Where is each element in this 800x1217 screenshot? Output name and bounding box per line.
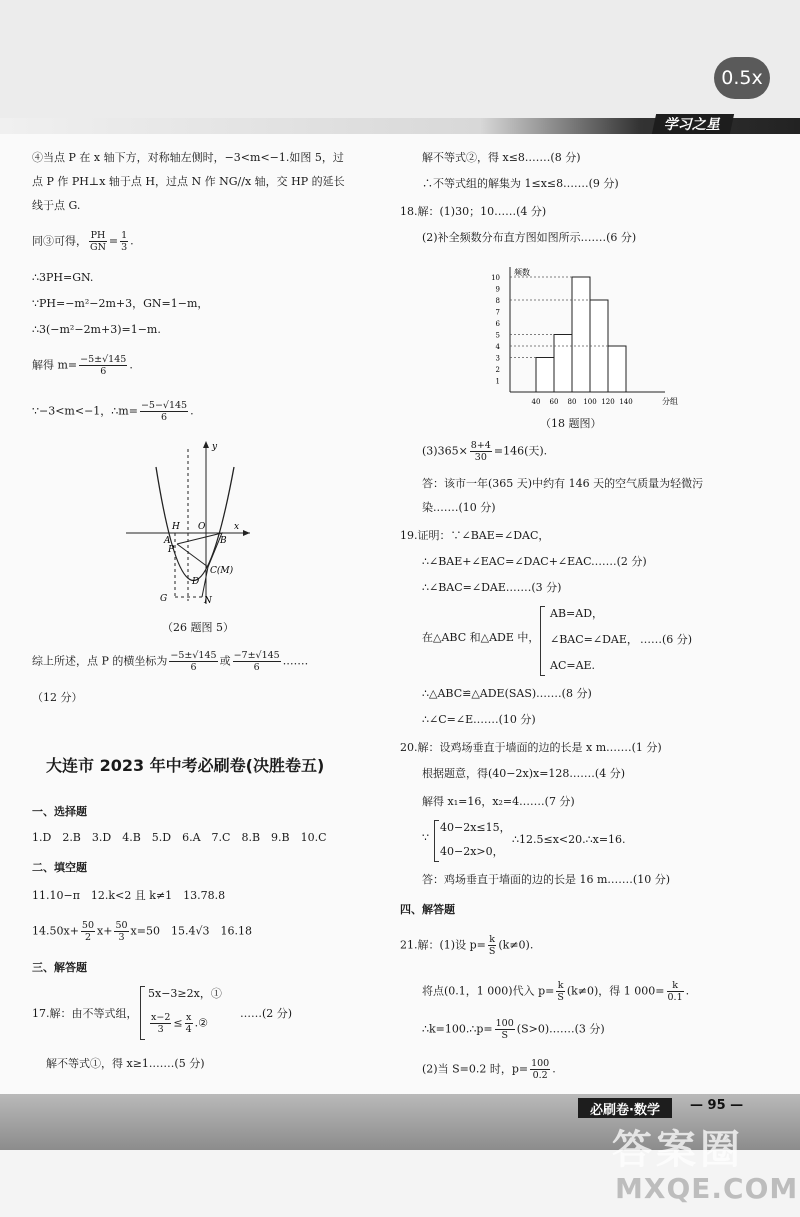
text-line: 20.解：设鸡场垂直于墙面的边的长是 x m.……(1 分) bbox=[400, 741, 662, 754]
x-tick-label: 80 bbox=[567, 398, 577, 406]
text-line: ∴△ABC≌△ADE(SAS).……(8 分) bbox=[422, 687, 592, 700]
answer-page bbox=[0, 134, 800, 1094]
x-tick-label: 140 bbox=[619, 398, 633, 406]
equation-line: (3)365× $\frac{8+4}{30}$ =146(天). bbox=[422, 440, 548, 463]
watermark-logo: 答案圈 bbox=[612, 1127, 744, 1173]
score-line: （12 分） bbox=[32, 691, 83, 704]
inequality-2: $\frac{x-2}{3}$ ≤ $\frac{x}{4}$ .② bbox=[151, 1012, 208, 1035]
text-line: ∵PH=−m²−2m+3，GN=1−m， bbox=[32, 297, 209, 310]
fraction: $\frac{50}{2}$ bbox=[81, 920, 95, 943]
fig-label: B bbox=[220, 536, 227, 546]
text-line: ∴12.5≤x<20.∴x=16. bbox=[512, 833, 626, 846]
condition: ∠BAC=∠DAE， bbox=[550, 633, 638, 646]
text-line: ∴∠C=∠E.……(10 分) bbox=[422, 713, 536, 726]
figure-caption: （26 题图 5） bbox=[162, 621, 234, 634]
y-tick-label: 2 bbox=[495, 366, 500, 374]
equation-line: (2)当 S=0.2 时，p= $\frac{100}{0.2}$ . bbox=[422, 1058, 556, 1081]
fraction: $\frac{100}{0.2}$ bbox=[531, 1058, 550, 1081]
histogram-bar bbox=[608, 346, 626, 392]
viewer-top-bar bbox=[0, 0, 800, 118]
equation-line: 将点(0.1，1 000)代入 p= $\frac{k}{S}$ (k≠0)，得 1 000= $\frac{k}{0.1}$ . bbox=[422, 980, 690, 1003]
histogram-bar bbox=[554, 335, 572, 393]
text-line: 18.解：(1)30；10……(4 分) bbox=[400, 205, 547, 218]
histogram-bar bbox=[572, 277, 590, 392]
equation-line: 同③可得， $\frac{PH}{GN}$ = $\frac{1}{3}$ . bbox=[32, 230, 134, 253]
y-tick-label: 8 bbox=[495, 297, 500, 305]
text-line: ④当点 P 在 x 轴下方，对称轴左侧时，−3<m<−1.如图 5，过 bbox=[32, 151, 344, 164]
x-axis-label: 分组 bbox=[662, 397, 678, 406]
score: ……(2 分) bbox=[240, 1007, 293, 1020]
conclusion-line: 综上所述，点 P 的横坐标为 $\frac{-5\pm√145}{6}$ 或 $\frac{-7\pm√145}{6}$ .…… bbox=[32, 650, 309, 673]
brand-tag: 学习之星 bbox=[652, 114, 734, 134]
fraction: $\frac{k}{S}$ bbox=[488, 934, 496, 957]
text-line: ∴不等式组的解集为 1≤x≤8.……(9 分) bbox=[422, 177, 619, 190]
fraction: $\frac{k}{0.1}$ bbox=[667, 980, 683, 1003]
fig-label: N bbox=[204, 596, 212, 606]
text-line: 根据题意，得(40−2x)x=128.……(4 分) bbox=[422, 767, 625, 780]
y-tick-label: 7 bbox=[495, 308, 500, 317]
fig-label: G bbox=[160, 594, 168, 604]
fig-label: H bbox=[172, 522, 180, 532]
answer-line: 14.50x+ $\frac{50}{2}$ x+ $\frac{50}{3}$ x=50 15.4√3 16.18 bbox=[32, 920, 252, 943]
text-line: 解得 x₁=16，x₂=4.……(7 分) bbox=[422, 795, 575, 808]
section-heading: 一、选择题 bbox=[32, 805, 87, 818]
brace bbox=[140, 986, 145, 1040]
fig-label: P bbox=[168, 545, 175, 555]
fraction: $\frac{-7\pm√145}{6}$ bbox=[233, 650, 280, 673]
y-tick-label: 3 bbox=[495, 354, 500, 363]
text-line: 解不等式①，得 x≥1.……(5 分) bbox=[46, 1057, 205, 1070]
text-line: ∴∠BAC=∠DAE.……(3 分) bbox=[422, 581, 562, 594]
fig-label: x bbox=[234, 522, 240, 532]
text-line: 答：鸡场垂直于墙面的边的长是 16 m.……(10 分) bbox=[422, 873, 670, 886]
text-line: 答：该市一年(365 天)中约有 146 天的空气质量为轻微污 bbox=[422, 477, 704, 490]
section-heading: 二、填空题 bbox=[32, 861, 87, 874]
y-tick-label: 1 bbox=[495, 377, 500, 386]
histogram-bar bbox=[536, 358, 554, 393]
section-heading: 三、解答题 bbox=[32, 961, 87, 974]
footer-tag: 必刷卷·数学 bbox=[578, 1098, 672, 1118]
answer-line: 1.D 2.B 3.D 4.B 5.D 6.A 7.C 8.B 9.B 10.C bbox=[32, 831, 327, 844]
fraction: $\frac{8+4}{30}$ bbox=[470, 440, 491, 463]
y-tick-label: 9 bbox=[495, 285, 500, 294]
condition: 40−2x>0， bbox=[440, 845, 504, 858]
x-tick-label: 100 bbox=[583, 398, 597, 406]
x-tick-label: 40 bbox=[531, 398, 541, 406]
y-tick-label: 5 bbox=[495, 331, 500, 340]
fraction: $\frac{100}{S}$ bbox=[495, 1018, 514, 1041]
brace bbox=[540, 606, 545, 676]
parabola-figure bbox=[122, 439, 302, 609]
condition: AB=AD， bbox=[550, 607, 604, 620]
fig-label: A bbox=[164, 536, 171, 546]
equation-line: 21.解：(1)设 p= $\frac{k}{S}$ (k≠0). bbox=[400, 934, 534, 957]
histogram-chart bbox=[480, 252, 680, 412]
score: ……(6 分) bbox=[640, 633, 693, 646]
x-tick-label: 120 bbox=[601, 398, 615, 406]
text-line: ∵ bbox=[422, 831, 429, 844]
text-line: ∴∠BAE+∠EAC=∠DAC+∠EAC.……(2 分) bbox=[422, 555, 647, 568]
page-number: — 95 — bbox=[690, 1098, 744, 1113]
brace bbox=[434, 820, 439, 862]
text-line: 线于点 G. bbox=[32, 199, 81, 212]
y-tick-label: 6 bbox=[495, 320, 500, 328]
text-line: 在△ABC 和△ADE 中， bbox=[422, 631, 540, 644]
fraction: $\frac{50}{3}$ bbox=[115, 920, 128, 943]
equation-line: 解得 m= $\frac{-5\pm√145}{6}$ . bbox=[32, 354, 133, 377]
text-line: 19.证明：∵∠BAE=∠DAC， bbox=[400, 529, 550, 542]
fig-label: O bbox=[198, 522, 206, 532]
zoom-level-button[interactable]: 0.5x bbox=[714, 57, 770, 99]
fraction: $\frac{1}{3}$ bbox=[121, 230, 128, 253]
text-line: (2)补全频数分布直方图如图所示.……(6 分) bbox=[422, 231, 637, 244]
q17-line: 17.解：由不等式组， bbox=[32, 1007, 138, 1020]
fraction: $\frac{x}{4}$ bbox=[185, 1012, 192, 1035]
equation-line: ∴k=100.∴p= $\frac{100}{S}$ (S>0).……(3 分) bbox=[422, 1018, 605, 1041]
y-tick-label: 10 bbox=[491, 274, 500, 282]
fraction: $\frac{PH}{GN}$ bbox=[90, 230, 106, 253]
exam-title: 大连市 2023 年中考必刷卷(决胜卷五) bbox=[46, 756, 325, 775]
x-tick-label: 60 bbox=[549, 398, 559, 406]
y-tick-label: 4 bbox=[495, 343, 500, 351]
y-axis-label: 频数 bbox=[514, 268, 530, 277]
fig-label: C(M) bbox=[210, 566, 234, 576]
fig-label: D bbox=[192, 577, 200, 587]
text-line: 染.……(10 分) bbox=[422, 501, 496, 514]
fraction: $\frac{-5\pm√145}{6}$ bbox=[80, 354, 127, 377]
chart-caption: （18 题图） bbox=[540, 417, 602, 430]
fraction: $\frac{k}{S}$ bbox=[557, 980, 564, 1003]
text-line: 解不等式②，得 x≤8.……(8 分) bbox=[422, 151, 581, 164]
fraction: $\frac{-5-√145}{6}$ bbox=[140, 400, 188, 423]
fraction: $\frac{x-2}{3}$ bbox=[151, 1012, 171, 1035]
equation-line: ∵−3<m<−1，∴m= $\frac{-5-√145}{6}$ . bbox=[32, 400, 194, 423]
text-line: ∴3PH=GN. bbox=[32, 271, 94, 284]
section-heading: 四、解答题 bbox=[400, 903, 455, 916]
answer-line: 11.10−π 12.k<2 且 k≠1 13.78.8 bbox=[32, 889, 226, 902]
condition: 40−2x≤15， bbox=[440, 821, 511, 834]
fig-label: y bbox=[212, 442, 218, 452]
text-line: ∴3(−m²−2m+3)=1−m. bbox=[32, 323, 161, 336]
inequality-1: 5x−3≥2x，① bbox=[148, 987, 222, 1000]
condition: AC=AE. bbox=[550, 659, 596, 672]
watermark-url: MXQE.COM bbox=[615, 1172, 799, 1205]
fraction: $\frac{-5\pm√145}{6}$ bbox=[170, 650, 217, 673]
text-line: 点 P 作 PH⊥x 轴于点 H，过点 N 作 NG//x 轴，交 HP 的延长 bbox=[32, 175, 345, 188]
